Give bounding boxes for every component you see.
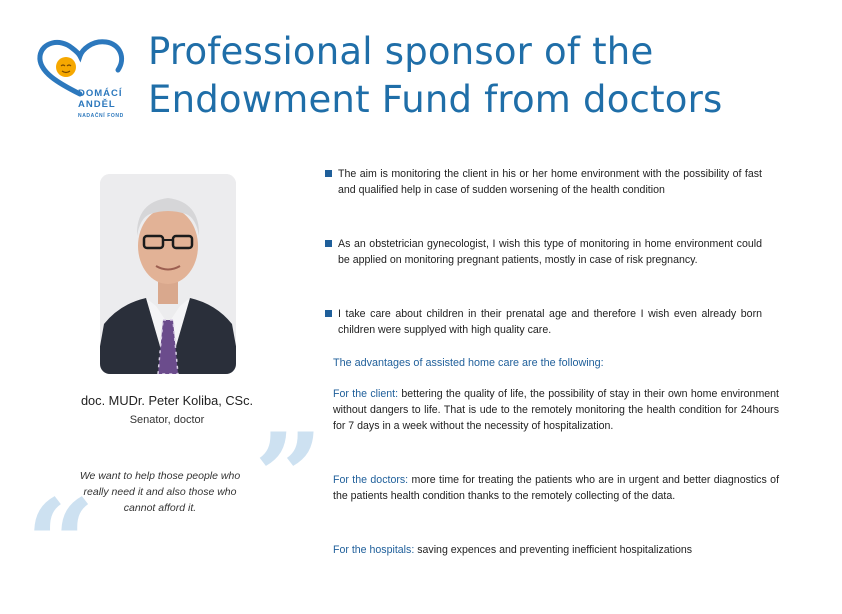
square-bullet-icon	[325, 240, 332, 247]
logo-line1: DOMÁCÍ	[78, 88, 123, 99]
advantage-text: saving expences and preventing inefficient hospitalizations	[414, 544, 693, 556]
advantage-lead: For the client:	[333, 388, 399, 400]
page-title	[148, 28, 828, 124]
advantages-heading: The advantages of assisted home care are the following:	[333, 357, 604, 369]
heart-outline-icon	[40, 42, 122, 94]
bullet-text: The aim is monitoring the client in his or her home environment with the possibility of fast and qualified help in case of sudden worsening of the health condition	[338, 168, 762, 196]
list-item	[322, 166, 762, 198]
advantage-text: more time for treating the patients who are in urgent and better diagnostics of the patients health condition thanks to the remotely collecting of the data.	[333, 474, 780, 502]
person-role: Senator, doctor	[129, 414, 205, 426]
list-item	[322, 236, 762, 268]
logo-line3: NADAČNÍ FOND	[78, 113, 124, 119]
person-name: doc. MUDr. Peter Koliba, CSc.	[80, 393, 254, 408]
open-quote-icon: “	[26, 473, 96, 614]
bullet-text: As an obstetrician gynecologist, I wish this type of monitoring in home environment could be applied on monitoring pregnant patients, mostly in case of risk pregnancy.	[338, 238, 762, 266]
domaci-andel-logo	[30, 36, 130, 124]
bullet-text: I take care about children in their prenatal age and therefore I wish even already born children were supplyed with high quality care.	[338, 308, 762, 336]
advantage-lead: For the doctors:	[333, 474, 409, 486]
title-line-1: Professional sponsor of the	[148, 30, 654, 73]
portrait-photo	[100, 174, 236, 374]
advantage-text: bettering the quality of life, the possibility of stay in their own home environment without dangers to life. That is ude to the remotely monitoring the health condition for 24hours for 7 days in a week without the necessity of hospitalization.	[333, 388, 779, 432]
logo-line2: ANDĚL	[78, 99, 116, 110]
square-bullet-icon	[325, 170, 332, 177]
angel-face-icon	[56, 57, 76, 77]
advantage-hospitals	[333, 542, 779, 558]
portrait-illustration	[100, 174, 236, 374]
title-line-2: Endowment Fund from doctors	[148, 78, 723, 121]
square-bullet-icon	[325, 310, 332, 317]
advantage-client	[333, 386, 779, 434]
list-item	[322, 306, 762, 338]
advantage-doctors	[333, 472, 779, 504]
close-quote-icon: ”	[254, 407, 324, 548]
quote-text: We want to help those people who really need it and also those who cannot afford it.	[79, 470, 241, 514]
advantage-lead: For the hospitals:	[333, 544, 415, 556]
